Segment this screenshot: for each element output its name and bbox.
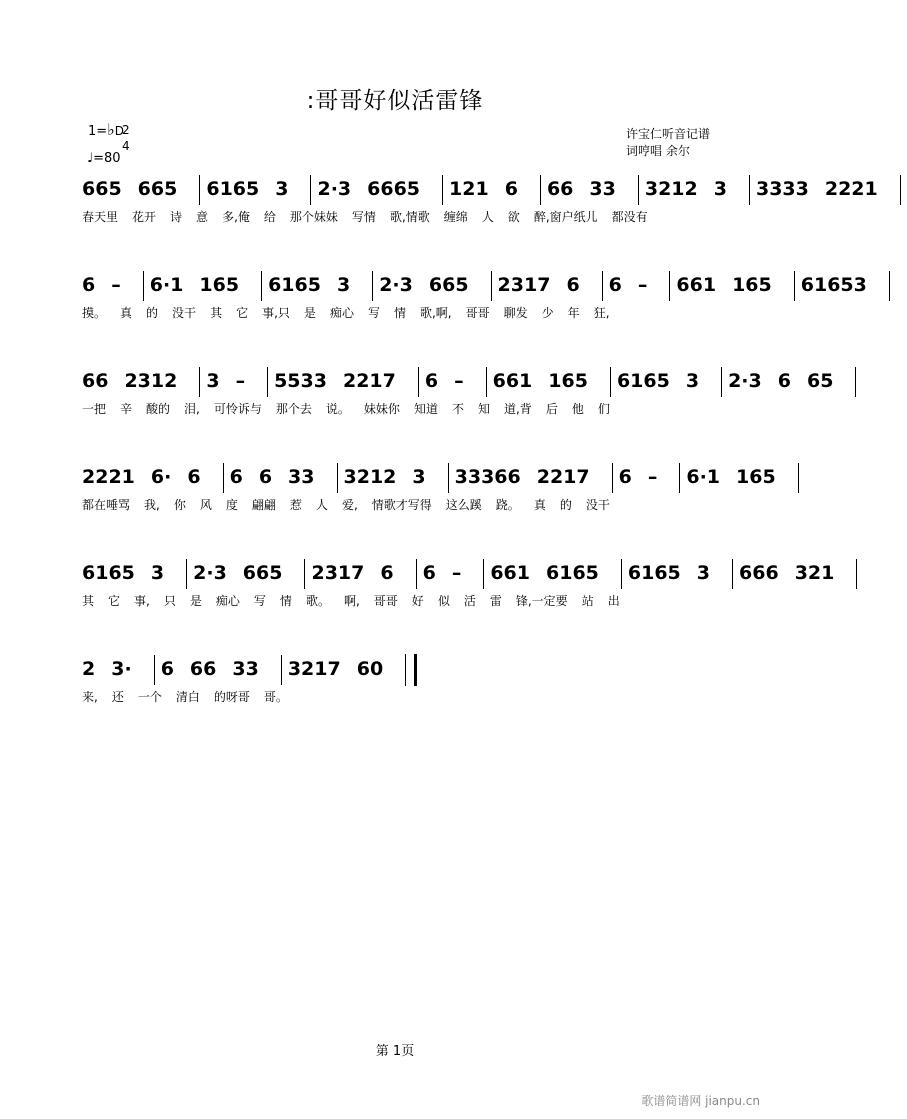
- melody-note: 3: [713, 178, 727, 200]
- lyric-word: 的呀哥: [213, 690, 250, 704]
- tempo-mark: [87, 151, 121, 166]
- bar-line: [223, 463, 224, 493]
- melody-note: 6: [424, 370, 439, 392]
- melody-note: 2217: [342, 370, 396, 392]
- lyric-word: 锋,一定要: [515, 594, 568, 608]
- lyric-word: 真: [120, 306, 133, 320]
- melody-note: 3: [696, 562, 711, 584]
- key-prefix: 1=: [88, 124, 108, 139]
- lyric-word: 风: [199, 498, 212, 512]
- lyric-word: 诗: [170, 210, 183, 224]
- lyric-word: 狂,: [593, 306, 610, 320]
- melody-note: 6·1: [149, 274, 184, 296]
- melody-note: 321: [794, 562, 835, 584]
- melody-line: [82, 556, 835, 590]
- lyric-word: 爱,: [341, 498, 358, 512]
- lyric-word: 哥哥: [465, 306, 490, 320]
- credit-line-1: 许宝仁听音记谱: [626, 127, 711, 141]
- lyric-word: 都在唾骂: [82, 498, 131, 512]
- lyric-word: 真: [533, 498, 546, 512]
- lyric-word: 一把: [82, 402, 107, 416]
- melody-note: 661: [490, 562, 530, 584]
- melody-note: 3: [336, 274, 351, 296]
- melody-note: 6: [422, 562, 436, 584]
- lyric-line: [82, 494, 728, 516]
- lyric-word: 一个: [137, 690, 162, 704]
- melody-note: 6: [777, 370, 791, 392]
- melody-note: 2·3: [379, 274, 413, 296]
- melody-note: 33: [232, 658, 259, 680]
- melody-note: 3·: [111, 658, 132, 680]
- bar-line: [491, 271, 492, 301]
- melody-note: 661: [676, 274, 717, 296]
- bar-line: [749, 175, 750, 205]
- melody-line: [82, 460, 776, 494]
- bar-line: [442, 175, 443, 205]
- melody-note: 3212: [644, 178, 698, 200]
- melody-note: 66: [546, 178, 574, 200]
- lyric-word: 后: [545, 402, 558, 416]
- melody-note: 2: [82, 658, 96, 680]
- melody-line: [82, 364, 834, 398]
- melody-note: 6·: [150, 466, 172, 488]
- melody-note: 2317: [497, 274, 551, 296]
- lyric-line: [82, 590, 728, 612]
- melody-note: 66: [82, 370, 109, 392]
- melody-note: 33: [589, 178, 616, 200]
- lyric-word: 给: [263, 210, 276, 224]
- lyric-word: 那个去: [275, 402, 312, 416]
- melody-note: 2317: [311, 562, 365, 584]
- melody-note: 165: [732, 274, 772, 296]
- lyric-word: 缠绵: [443, 210, 468, 224]
- melody-note: 6165: [82, 562, 135, 584]
- lyric-word: 其: [82, 594, 95, 608]
- lyric-line: [82, 302, 728, 324]
- melody-note: 665: [428, 274, 469, 296]
- lyric-word: 说。: [325, 402, 350, 416]
- melody-note: 2·3: [728, 370, 762, 392]
- lyric-word: 少: [541, 306, 554, 320]
- bar-line: [669, 271, 670, 301]
- bar-line: [638, 175, 639, 205]
- bar-line: [856, 559, 857, 589]
- key-note: D: [114, 124, 124, 138]
- bar-line: [798, 463, 799, 493]
- melody-note: 665: [137, 178, 178, 200]
- lyric-word: 那个妹妹: [289, 210, 338, 224]
- lyric-word: 人: [315, 498, 328, 512]
- lyric-word: 知道: [413, 402, 438, 416]
- lyric-line: [82, 206, 728, 228]
- bar-line: [602, 271, 603, 301]
- melody-note: 3: [685, 370, 700, 392]
- lyric-word: 的: [559, 498, 572, 512]
- melody-note: 2·3: [193, 562, 227, 584]
- melody-note: 6: [187, 466, 201, 488]
- melody-note: 5533: [274, 370, 327, 392]
- melody-note: 6165: [627, 562, 681, 584]
- lyric-word: 歌,情歌: [389, 210, 430, 224]
- melody-note: 121: [449, 178, 489, 200]
- lyric-word: 其: [210, 306, 223, 320]
- melody-note: 6: [380, 562, 394, 584]
- melody-note: 65: [806, 370, 834, 392]
- lyric-word: 它: [108, 594, 121, 608]
- score-row: [82, 556, 835, 612]
- melody-note: 3: [275, 178, 289, 200]
- melody-note: 6: [566, 274, 580, 296]
- melody-note: 6: [229, 466, 243, 488]
- lyric-word: 可怜诉与: [213, 402, 262, 416]
- lyric-word: 出: [607, 594, 620, 608]
- lyric-word: 写: [253, 594, 266, 608]
- lyric-word: 雷: [489, 594, 502, 608]
- lyric-word: 情歌才写得: [371, 498, 432, 512]
- lyric-word: 是: [189, 594, 202, 608]
- score-row: [82, 172, 878, 228]
- melody-note: 2·3: [317, 178, 352, 200]
- lyric-word: 痴心: [215, 594, 240, 608]
- tempo-value: =80: [93, 151, 121, 166]
- bar-line: [679, 463, 680, 493]
- lyric-word: 摸。: [82, 306, 107, 320]
- melody-note: 2312: [124, 370, 178, 392]
- lyric-word: 哥。: [263, 690, 288, 704]
- lyric-word: 你: [173, 498, 186, 512]
- bar-line: [416, 559, 417, 589]
- score-row: [82, 268, 867, 324]
- lyric-line: [82, 398, 728, 420]
- bar-line: [610, 367, 611, 397]
- melody-note: 2221: [824, 178, 878, 200]
- melody-note: –: [111, 274, 121, 296]
- melody-note: 60: [356, 658, 384, 680]
- lyric-word: 意: [196, 210, 209, 224]
- lyric-word: 写: [367, 306, 380, 320]
- melody-note: 3: [150, 562, 165, 584]
- lyric-word: 写情: [351, 210, 376, 224]
- melody-note: 3333: [755, 178, 809, 200]
- melody-note: 165: [736, 466, 776, 488]
- melody-note: 3: [412, 466, 426, 488]
- melody-note: 3212: [343, 466, 397, 488]
- melody-note: 665: [242, 562, 283, 584]
- lyric-word: 站: [581, 594, 594, 608]
- melody-note: –: [647, 466, 658, 488]
- melody-line: [82, 652, 728, 686]
- song-title: :哥哥好似活雷锋: [306, 88, 484, 114]
- lyric-word: 情: [279, 594, 292, 608]
- lyric-word: 啊,: [343, 594, 360, 608]
- lyric-word: 来,: [82, 690, 98, 704]
- bar-line: [732, 559, 733, 589]
- watermark: 歌谱简谱网 jianpu.cn: [641, 1094, 760, 1108]
- lyric-word: 多,俺: [222, 210, 250, 224]
- melody-note: 6165: [616, 370, 670, 392]
- lyric-word: 似: [437, 594, 450, 608]
- bar-line: [721, 367, 722, 397]
- melody-note: –: [235, 370, 246, 392]
- lyric-word: 哥哥: [373, 594, 398, 608]
- lyric-word: 情: [393, 306, 406, 320]
- lyric-word: 没干: [585, 498, 610, 512]
- bar-line: [483, 559, 484, 589]
- lyric-word: 花开: [132, 210, 157, 224]
- bar-line: [900, 175, 901, 205]
- bar-line: [154, 655, 155, 685]
- bar-line: [794, 271, 795, 301]
- melody-note: 6165: [206, 178, 260, 200]
- final-bar-line: [405, 654, 417, 686]
- bar-line: [261, 271, 262, 301]
- melody-note: 61653: [800, 274, 867, 296]
- melody-note: 66: [189, 658, 217, 680]
- quarter-note-icon: ♩: [87, 151, 94, 166]
- lyric-word: 没干: [172, 306, 197, 320]
- bar-line: [267, 367, 268, 397]
- lyric-word: 不: [451, 402, 464, 416]
- lyric-word: 活: [463, 594, 476, 608]
- lyric-word: 泪,: [184, 402, 200, 416]
- lyric-word: 跷。: [495, 498, 520, 512]
- score-row: [82, 652, 728, 708]
- melody-note: 2217: [536, 466, 590, 488]
- melody-line: [82, 172, 878, 206]
- bar-line: [540, 175, 541, 205]
- lyric-word: 歌,啊,: [419, 306, 452, 320]
- melody-note: 6: [608, 274, 622, 296]
- bar-line: [486, 367, 487, 397]
- lyric-word: 酸的: [146, 402, 171, 416]
- bar-line: [855, 367, 856, 397]
- lyric-word: 它: [236, 306, 249, 320]
- melody-note: 6165: [546, 562, 599, 584]
- bar-line: [612, 463, 613, 493]
- lyric-word: 们: [597, 402, 610, 416]
- lyric-word: 度: [225, 498, 238, 512]
- melody-note: 165: [548, 370, 588, 392]
- melody-note: 6165: [268, 274, 321, 296]
- melody-note: 33: [288, 466, 315, 488]
- melody-note: –: [451, 562, 462, 584]
- melody-note: 6: [160, 658, 174, 680]
- lyric-word: 聊发: [503, 306, 528, 320]
- bar-line: [337, 463, 338, 493]
- bar-line: [889, 271, 890, 301]
- melody-note: 661: [492, 370, 533, 392]
- lyric-word: 事,只: [262, 306, 290, 320]
- lyric-word: 妹妹你: [363, 402, 400, 416]
- lyric-word: 好: [411, 594, 424, 608]
- lyric-word: 他: [571, 402, 584, 416]
- melody-note: 666: [739, 562, 779, 584]
- melody-note: –: [454, 370, 464, 392]
- bar-line: [418, 367, 419, 397]
- melody-note: 3217: [287, 658, 341, 680]
- credit-line-2: 词哼唱 余尔: [626, 144, 690, 158]
- lyric-word: 都没有: [611, 210, 648, 224]
- lyric-word: 事,: [134, 594, 150, 608]
- bar-line: [281, 655, 282, 685]
- lyric-word: 痴心: [329, 306, 354, 320]
- score-row: [82, 460, 776, 516]
- lyric-word: 还: [111, 690, 124, 704]
- lyric-word: 欲: [507, 210, 520, 224]
- bar-line: [199, 367, 200, 397]
- lyric-word: 是: [303, 306, 316, 320]
- melody-note: 33366: [454, 466, 521, 488]
- melody-note: 6: [258, 466, 273, 488]
- lyric-word: 清白: [175, 690, 200, 704]
- time-signature: [122, 122, 130, 154]
- melody-note: 2221: [82, 466, 135, 488]
- melody-note: 6665: [367, 178, 421, 200]
- time-top: 2: [122, 123, 130, 137]
- lyric-word: 的: [146, 306, 159, 320]
- time-bottom: 4: [122, 139, 130, 153]
- melody-note: 3: [206, 370, 220, 392]
- bar-line: [372, 271, 373, 301]
- bar-line: [143, 271, 144, 301]
- melody-note: 6: [504, 178, 518, 200]
- lyric-word: 人: [481, 210, 494, 224]
- score-row: [82, 364, 834, 420]
- key-signature: [88, 120, 124, 139]
- lyric-word: 翩翩: [251, 498, 276, 512]
- flat-icon: ♭: [107, 120, 115, 139]
- lyric-word: 道,背: [503, 402, 532, 416]
- melody-note: 6·1: [686, 466, 721, 488]
- bar-line: [448, 463, 449, 493]
- lyric-word: 醉,窗户纸儿: [533, 210, 598, 224]
- lyric-word: 只: [163, 594, 176, 608]
- lyric-word: 知: [477, 402, 490, 416]
- lyric-word: 这么蹊: [445, 498, 482, 512]
- melody-note: 6: [82, 274, 96, 296]
- lyric-line: [82, 686, 728, 708]
- bar-line: [304, 559, 305, 589]
- melody-note: 665: [82, 178, 122, 200]
- lyric-word: 我,: [144, 498, 160, 512]
- lyric-word: 惹: [289, 498, 302, 512]
- lyric-word: 歌。: [305, 594, 330, 608]
- bar-line: [186, 559, 187, 589]
- melody-note: –: [637, 274, 648, 296]
- lyric-word: 春天里: [82, 210, 119, 224]
- melody-note: 165: [199, 274, 240, 296]
- bar-line: [310, 175, 311, 205]
- melody-note: 6: [618, 466, 632, 488]
- bar-line: [621, 559, 622, 589]
- credits: [626, 126, 710, 160]
- lyric-word: 辛: [120, 402, 133, 416]
- lyric-word: 年: [567, 306, 580, 320]
- bar-line: [199, 175, 200, 205]
- melody-line: [82, 268, 867, 302]
- page-number: 第 1页: [375, 1044, 415, 1059]
